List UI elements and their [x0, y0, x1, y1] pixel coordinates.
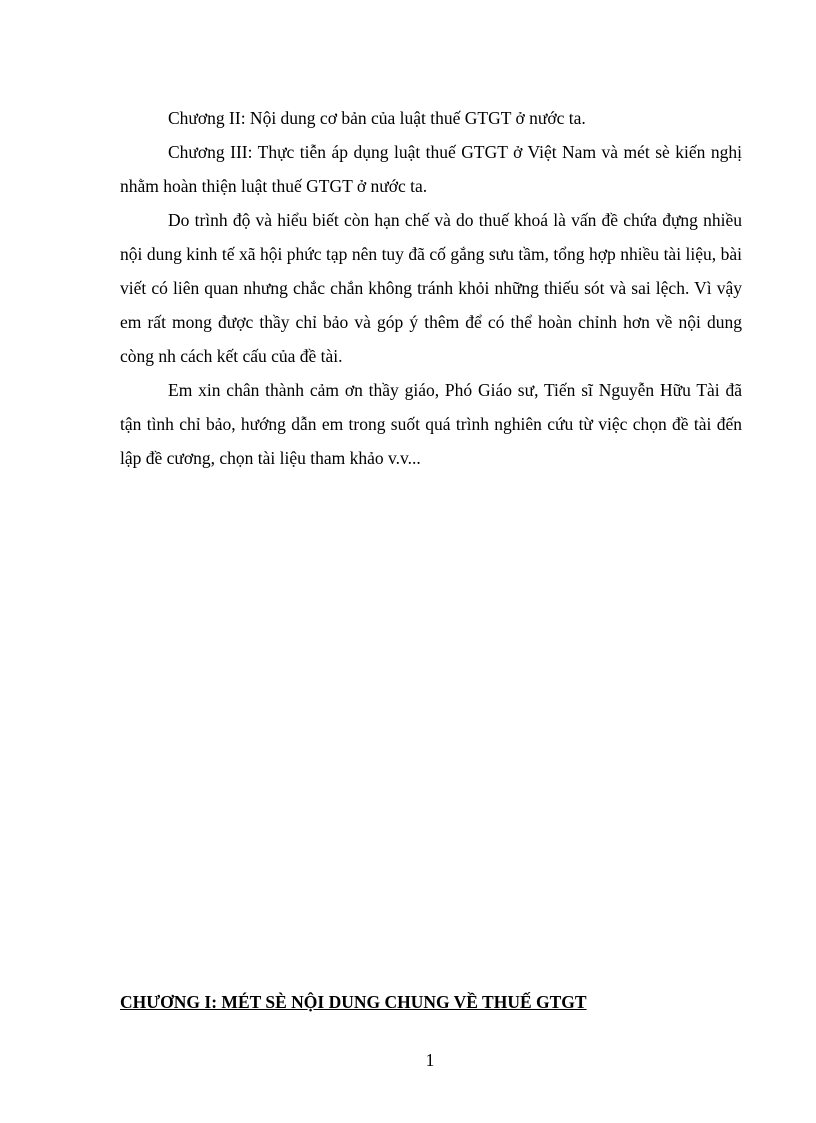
chapter-heading: CHƯƠNG I: MÉT SÈ NỘI DUNG CHUNG VỀ THUẾ GTGT — [120, 992, 587, 1012]
body-text — [120, 101, 742, 475]
paragraph-chapter-2: Chương II: Nội dung cơ bản của luật thuế GTGT ở nước ta. — [168, 108, 586, 128]
paragraph-limitations: Do trình độ và hiểu biết còn hạn chế và do thuế khoá là vấn đề chứa đựng nhiều nội dung kinh tế xã hội phức tạp nên tuy đã cố gắng sưu tầm, tổng hợp nhiều tài liệu, bài viết có liên quan nhưng chắc chắn không tránh khỏi những thiếu sót và sai lệch. Vì vậy em rất mong được thầy chỉ bảo và góp ý thêm để có thể hoàn chỉnh hơn về nội dung còng nh cách kết cấu của đề tài. — [120, 210, 742, 366]
paragraph-chapter-3: Chương III: Thực tiễn áp dụng luật thuế GTGT ở Việt Nam và mét sè kiến nghị nhằm hoàn thiện luật thuế GTGT ở nước ta. — [120, 142, 742, 196]
page-number: 1 — [425, 1050, 435, 1070]
paragraph-acknowledgement: Em xin chân thành cảm ơn thầy giáo, Phó Giáo sư, Tiến sĩ Nguyễn Hữu Tài đã tận tình chỉ bảo, hướng dẫn em trong suốt quá trình nghiên cứu từ việc chọn đề tài đến lập đề cương, chọn tài liệu tham khảo v.v... — [120, 380, 742, 468]
